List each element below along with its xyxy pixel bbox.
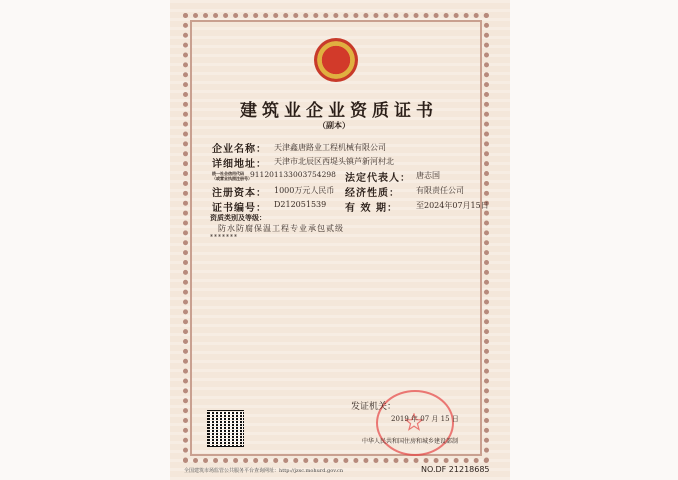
legal-rep-label: 法定代表人： bbox=[345, 173, 411, 184]
national-emblem-icon bbox=[314, 38, 358, 82]
qualification-value: 防水防腐保温工程专业承包贰级 bbox=[218, 224, 344, 233]
address-value: 天津市北辰区西堤头镇芦新河村北 bbox=[274, 157, 394, 166]
nature-value: 有限责任公司 bbox=[416, 186, 464, 195]
qualification-label: 资质类别及等级： bbox=[210, 213, 266, 222]
company-value: 天津鑫唐路业工程机械有限公司 bbox=[274, 143, 386, 152]
credit-code-label bbox=[212, 171, 252, 181]
credit-code-label-line1: 统一社会信用代码 bbox=[212, 171, 244, 176]
legal-rep-value: 唐志国 bbox=[416, 171, 440, 180]
capital-label: 注册资本： bbox=[212, 188, 267, 199]
nature-label: 经济性质： bbox=[345, 188, 400, 199]
address-label: 详细地址： bbox=[212, 159, 267, 170]
capital-value: 1000万元人民币 bbox=[274, 186, 335, 195]
cert-no-value: D212051539 bbox=[274, 200, 327, 209]
credit-code-value: 911201133003754298 bbox=[250, 170, 336, 179]
ministry-text: 中华人民共和国住房和城乡建设部制 bbox=[362, 438, 459, 445]
cert-no-label: 证书编号： bbox=[212, 203, 267, 214]
qr-code bbox=[207, 410, 244, 447]
company-label: 企业名称： bbox=[212, 144, 267, 155]
credit-code-label-line2: （或营业执照注册号） bbox=[212, 176, 252, 181]
validity-label: 有 效 期： bbox=[345, 203, 398, 214]
query-url: 全国建筑市场监管公共服务平台查询网址：http://jzsc.mohurd.gov.cn bbox=[184, 468, 344, 474]
validity-value: 至2024年07月15日 bbox=[416, 201, 489, 210]
certificate-subtitle: （副本） bbox=[318, 120, 350, 130]
issue-date: 2019 年 07 月 15 日 bbox=[391, 415, 459, 423]
qualification-more: ******* bbox=[210, 234, 238, 241]
certificate-title: 建筑业企业资质证书 bbox=[240, 101, 438, 121]
issuer-label: 发证机关： bbox=[351, 402, 397, 412]
serial-number: NO.DF 21218685 bbox=[421, 465, 490, 474]
